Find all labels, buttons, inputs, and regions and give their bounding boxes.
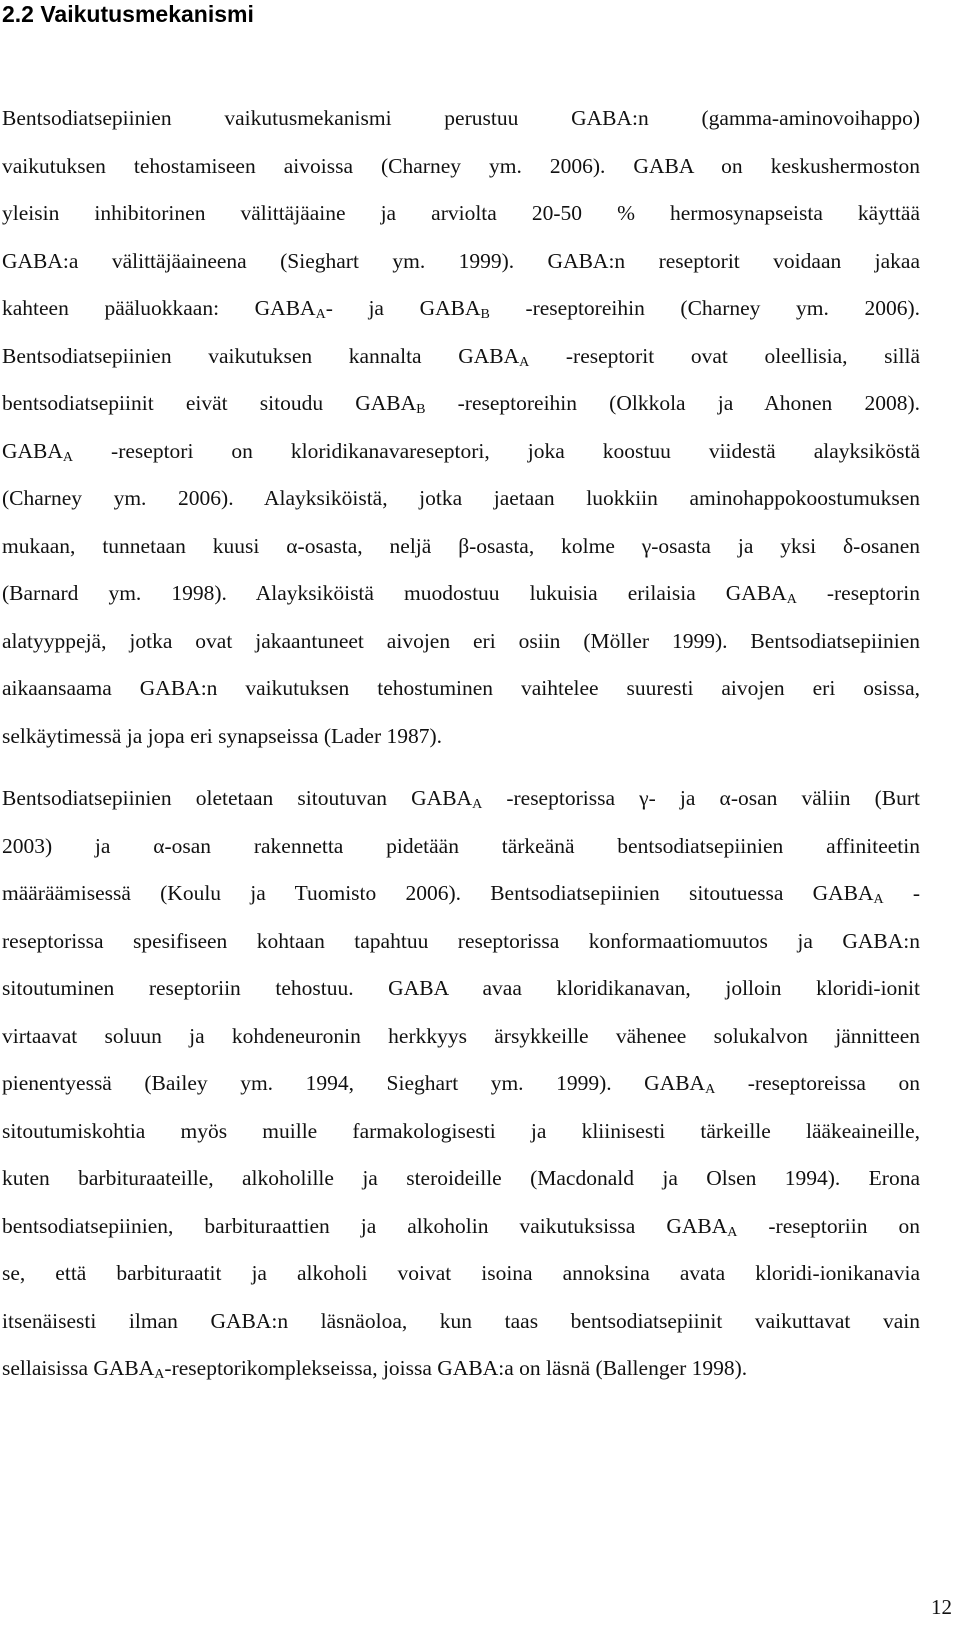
text-line [2, 294, 920, 342]
text-segment: vaikutuksen tehostamiseen aivoissa (Charney ym. 2006). GABA on keskushermoston [2, 153, 920, 178]
text-segment: GABA [2, 438, 63, 463]
text-segment: selkäytimessä ja jopa eri synapseissa (Lader 1987). [2, 723, 443, 748]
text-line [2, 674, 920, 722]
subscript: A [705, 1082, 716, 1097]
text-line [2, 484, 920, 532]
text-segment: sellaisissa GABA [2, 1356, 155, 1380]
text-segment: yleisin inhibitorinen välittäjäaine ja arviolta 20-50 % hermosynapseista käyttää [2, 201, 920, 225]
section-heading: 2.2 Vaikutusmekanismi [2, 1, 254, 27]
page-number: 12 [931, 1595, 952, 1619]
text-line [2, 784, 920, 832]
text-line [2, 722, 920, 770]
text-line [2, 1307, 920, 1355]
text-segment: se, että barbituraatit ja alkoholi voivat isoina annoksina avata kloridi-ionikanavia [2, 1261, 920, 1285]
text-segment: - [883, 881, 920, 905]
text-segment: 2003) ja α-osan rakennetta pidetään tärkeänä bentsodiatsepiinien affiniteetin [2, 833, 920, 858]
text-segment: (Barnard ym. 1998). Alayksiköistä muodostuu lukuisia erilaisia GABA [2, 581, 787, 605]
subscript: A [154, 1367, 165, 1382]
paragraph-1 [2, 104, 920, 769]
text-segment: aikaansaama GABA:n vaikutuksen tehostuminen vaihtelee suuresti aivojen eri osissa, [2, 676, 920, 700]
text-segment: reseptorissa spesifiseen kohtaan tapahtuu reseptorissa konformaatiomuutos ja GABA:n [2, 928, 920, 953]
text-line [2, 927, 920, 975]
subscript: A [727, 1224, 738, 1240]
text-segment: -reseptoriin on [737, 1213, 920, 1238]
text-segment: kuten barbituraateille, alkoholille ja steroideille (Macdonald ja Olsen 1994). Erona [2, 1166, 920, 1190]
text-segment: sitoutumiskohtia myös muille farmakologisesti ja kliinisesti tärkeille lääkeaineille, [2, 1118, 920, 1143]
text-line [2, 579, 920, 627]
text-segment: mukaan, tunnetaan kuusi α-osasta, neljä β-osasta, kolme γ-osasta ja yksi δ-osanen [2, 533, 920, 558]
text-line [2, 627, 920, 675]
text-segment: -reseptorit ovat oleellisia, sillä [529, 343, 920, 368]
text-line [2, 1259, 920, 1307]
text-line [2, 832, 920, 880]
text-line [2, 1022, 920, 1070]
subscript: A [873, 892, 884, 907]
text-line [2, 104, 920, 152]
text-segment: pienentyessä (Bailey ym. 1994, Sieghart ym. 1999). GABA [2, 1071, 706, 1095]
text-segment: - ja GABA [325, 296, 481, 320]
text-line [2, 974, 920, 1022]
text-segment: määräämisessä (Koulu ja Tuomisto 2006). Bentsodiatsepiinien sitoutuessa GABA [2, 881, 874, 905]
text-segment: virtaavat soluun ja kohdeneuronin herkkyys ärsykkeille vähenee solukalvon jännitteen [2, 1023, 920, 1048]
subscript: A [786, 592, 797, 607]
text-line [2, 1164, 920, 1212]
subscript: A [472, 797, 483, 812]
text-line [2, 152, 920, 200]
text-segment: -reseptorissa γ- ja α-osan väliin (Burt [482, 786, 920, 810]
text-segment: Bentsodiatsepiinien oletetaan sitoutuvan GABA [2, 786, 473, 810]
text-segment: kahteen pääluokkaan: GABA [2, 296, 316, 320]
subscript: B [480, 307, 490, 322]
subscript: B [416, 402, 426, 417]
subscript: A [315, 307, 326, 322]
text-line [2, 879, 920, 927]
text-line [2, 1212, 920, 1260]
text-segment: -reseptoreihin (Olkkola ja Ahonen 2008). [425, 391, 920, 415]
text-segment: -reseptoreihin (Charney ym. 2006). [489, 296, 920, 320]
text-segment: -reseptoreissa on [715, 1071, 920, 1095]
text-line [2, 437, 920, 485]
paragraph-2 [2, 784, 920, 1402]
text-line [2, 342, 920, 390]
text-line [2, 247, 920, 295]
text-line [2, 1354, 920, 1402]
text-line [2, 389, 920, 437]
text-segment: Bentsodiatsepiinien vaikutuksen kannalta GABA [2, 343, 520, 368]
text-segment: itsenäisesti ilman GABA:n läsnäoloa, kun taas bentsodiatsepiinit vaikuttavat vain [2, 1308, 920, 1333]
text-line [2, 1069, 920, 1117]
text-segment: -reseptorin [796, 581, 920, 605]
text-segment: (Charney ym. 2006). Alayksiköistä, jotka jaetaan luokkiin aminohappokoostumuksen [2, 486, 920, 510]
text-line [2, 1117, 920, 1165]
text-segment: bentsodiatsepiinit eivät sitoudu GABA [2, 391, 417, 415]
text-segment: Bentsodiatsepiinien vaikutusmekanismi perustuu GABA:n (gamma-aminovoihappo) [2, 106, 920, 130]
text-segment: -reseptori on kloridikanavareseptori, joka koostuu viidestä alayksiköstä [73, 438, 920, 463]
subscript: A [519, 354, 530, 370]
text-segment: alatyyppejä, jotka ovat jakaantuneet aivojen eri osiin (Möller 1999). Bentsodiatsepiinien [2, 628, 920, 653]
text-segment: bentsodiatsepiinien, barbituraattien ja alkoholin vaikutuksissa GABA [2, 1213, 728, 1238]
subscript: A [62, 449, 74, 465]
text-segment: GABA:a välittäjäaineena (Sieghart ym. 1999). GABA:n reseptorit voidaan jakaa [2, 248, 920, 273]
text-line [2, 532, 920, 580]
text-line [2, 199, 920, 247]
text-segment: sitoutuminen reseptoriin tehostuu. GABA avaa kloridikanavan, jolloin kloridi-ionit [2, 976, 920, 1000]
text-segment: -reseptorikompleksеissa, joissa GABA:a on läsnä (Ballenger 1998). [164, 1356, 748, 1380]
